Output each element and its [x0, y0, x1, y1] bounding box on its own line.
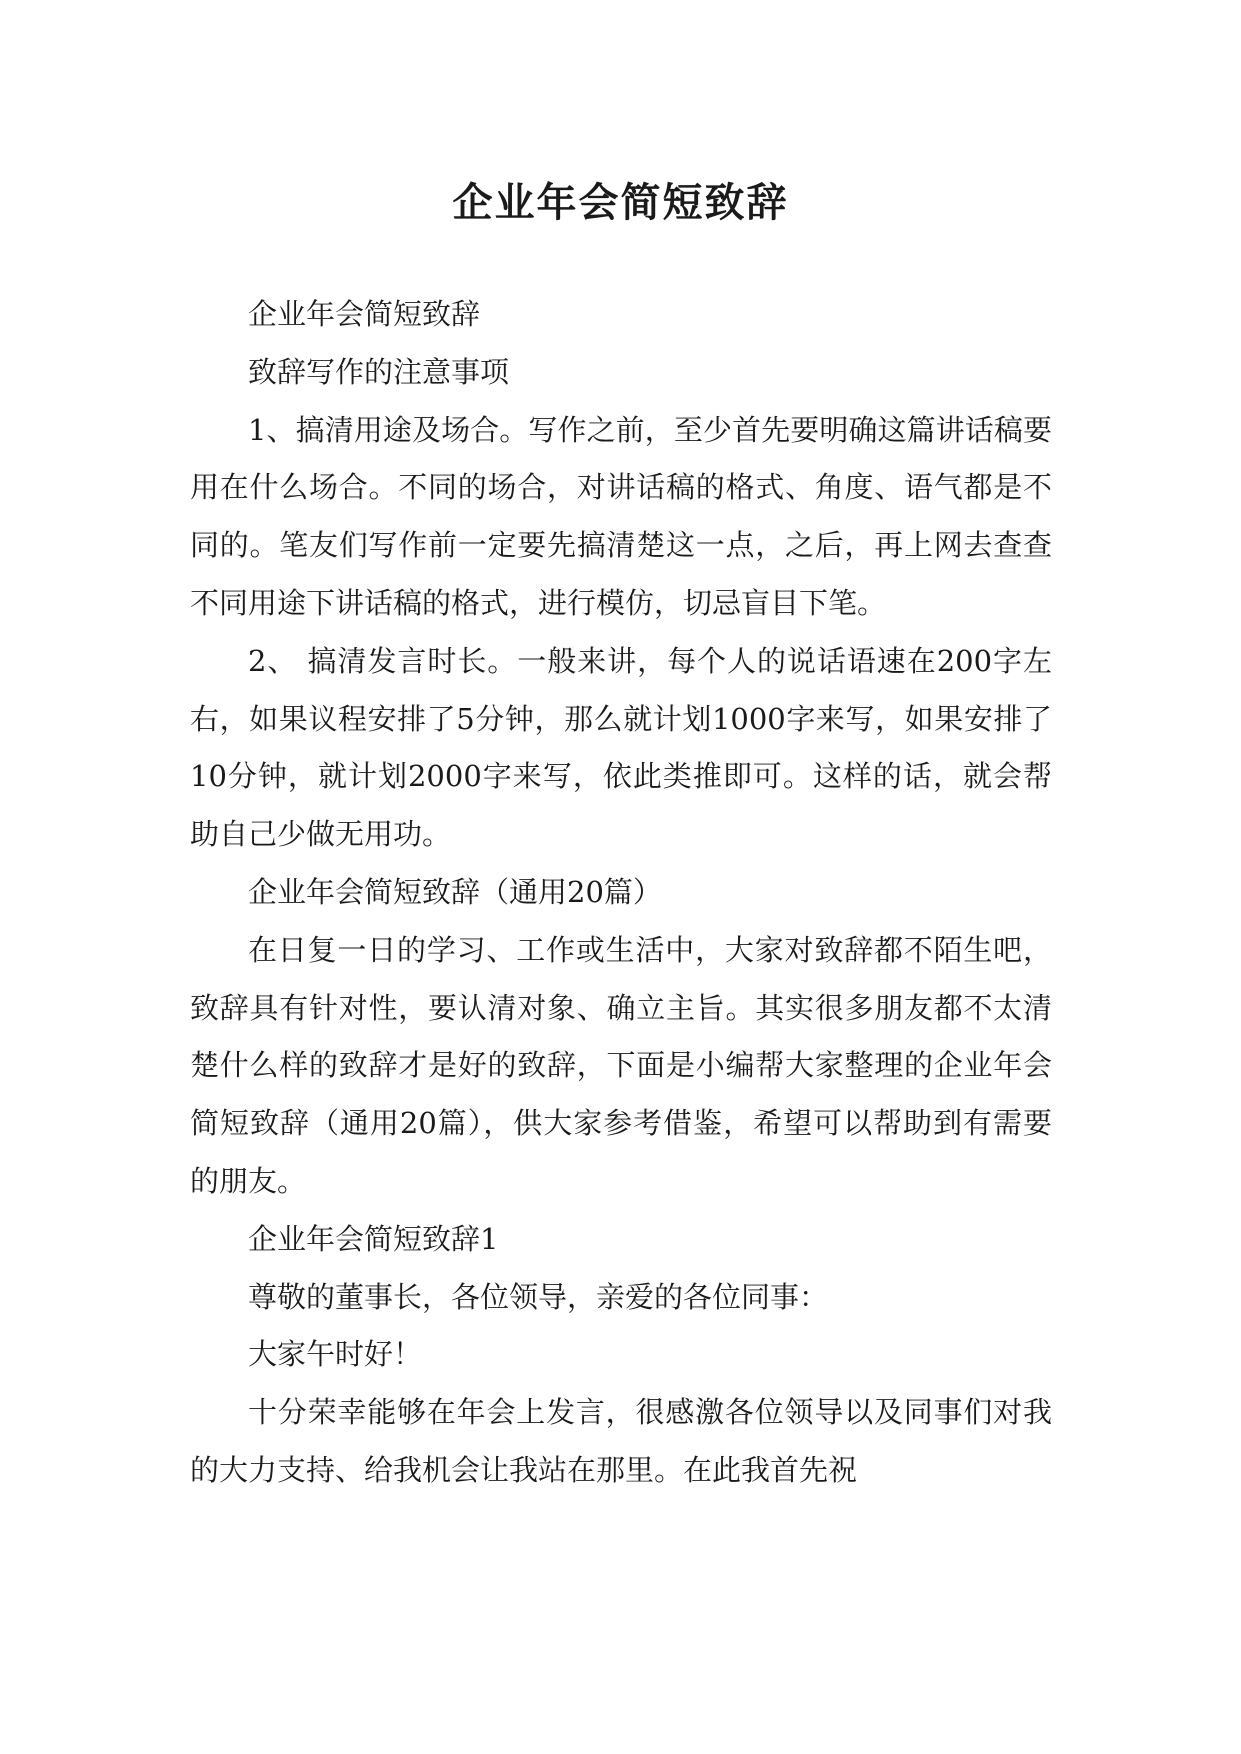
paragraph-collection-heading: 企业年会简短致辞（通用20篇）: [248, 874, 662, 909]
paragraph-point-1: 1、搞清用途及场合。写作之前，至少首先要明确这篇讲话稿要用在什么场合。不同的场合，对讲话稿的格式、角度、语气都是不同的。笔友们写作前一定要先搞清楚这一点，之后，再上网去查查不同用途下讲话稿的格式，进行模仿，切忌盲目下笔。: [190, 412, 1052, 620]
document-body: [190, 286, 1052, 1500]
paragraph-point-2: 2、 搞清发言时长。一般来讲，每个人的说话语速在200字左右，如果议程安排了5分钟，那么就计划1000字来写，如果安排了10分钟，就计划2000字来写，依此类推即可。这样的话，就会帮助自己少做无用功。: [190, 643, 1052, 852]
paragraph-salutation: 尊敬的董事长，各位领导，亲爱的各位同事：: [248, 1279, 829, 1314]
document-title: 企业年会简短致辞: [452, 178, 789, 226]
paragraph-speech-heading: 企业年会简短致辞1: [248, 1221, 499, 1256]
paragraph-section-heading: 致辞写作的注意事项: [248, 354, 510, 389]
paragraph-intro: 在日复一日的学习、工作或生活中，大家对致辞都不陌生吧，致辞具有针对性，要认清对象、确立主旨。其实很多朋友都不太清楚什么样的致辞才是好的致辞，下面是小编帮大家整理的企业年会简短致辞（通用20篇），供大家参考借鉴，希望可以帮助到有需要的朋友。: [190, 932, 1052, 1198]
paragraph-subtitle: 企业年会简短致辞: [248, 297, 481, 331]
paragraph-speech-body: 十分荣幸能够在年会上发言，很感激各位领导以及同事们对我的大力支持、给我机会让我站在那里。在此我首先祝: [190, 1395, 1052, 1487]
paragraph-greeting: 大家午时好！: [248, 1337, 423, 1372]
